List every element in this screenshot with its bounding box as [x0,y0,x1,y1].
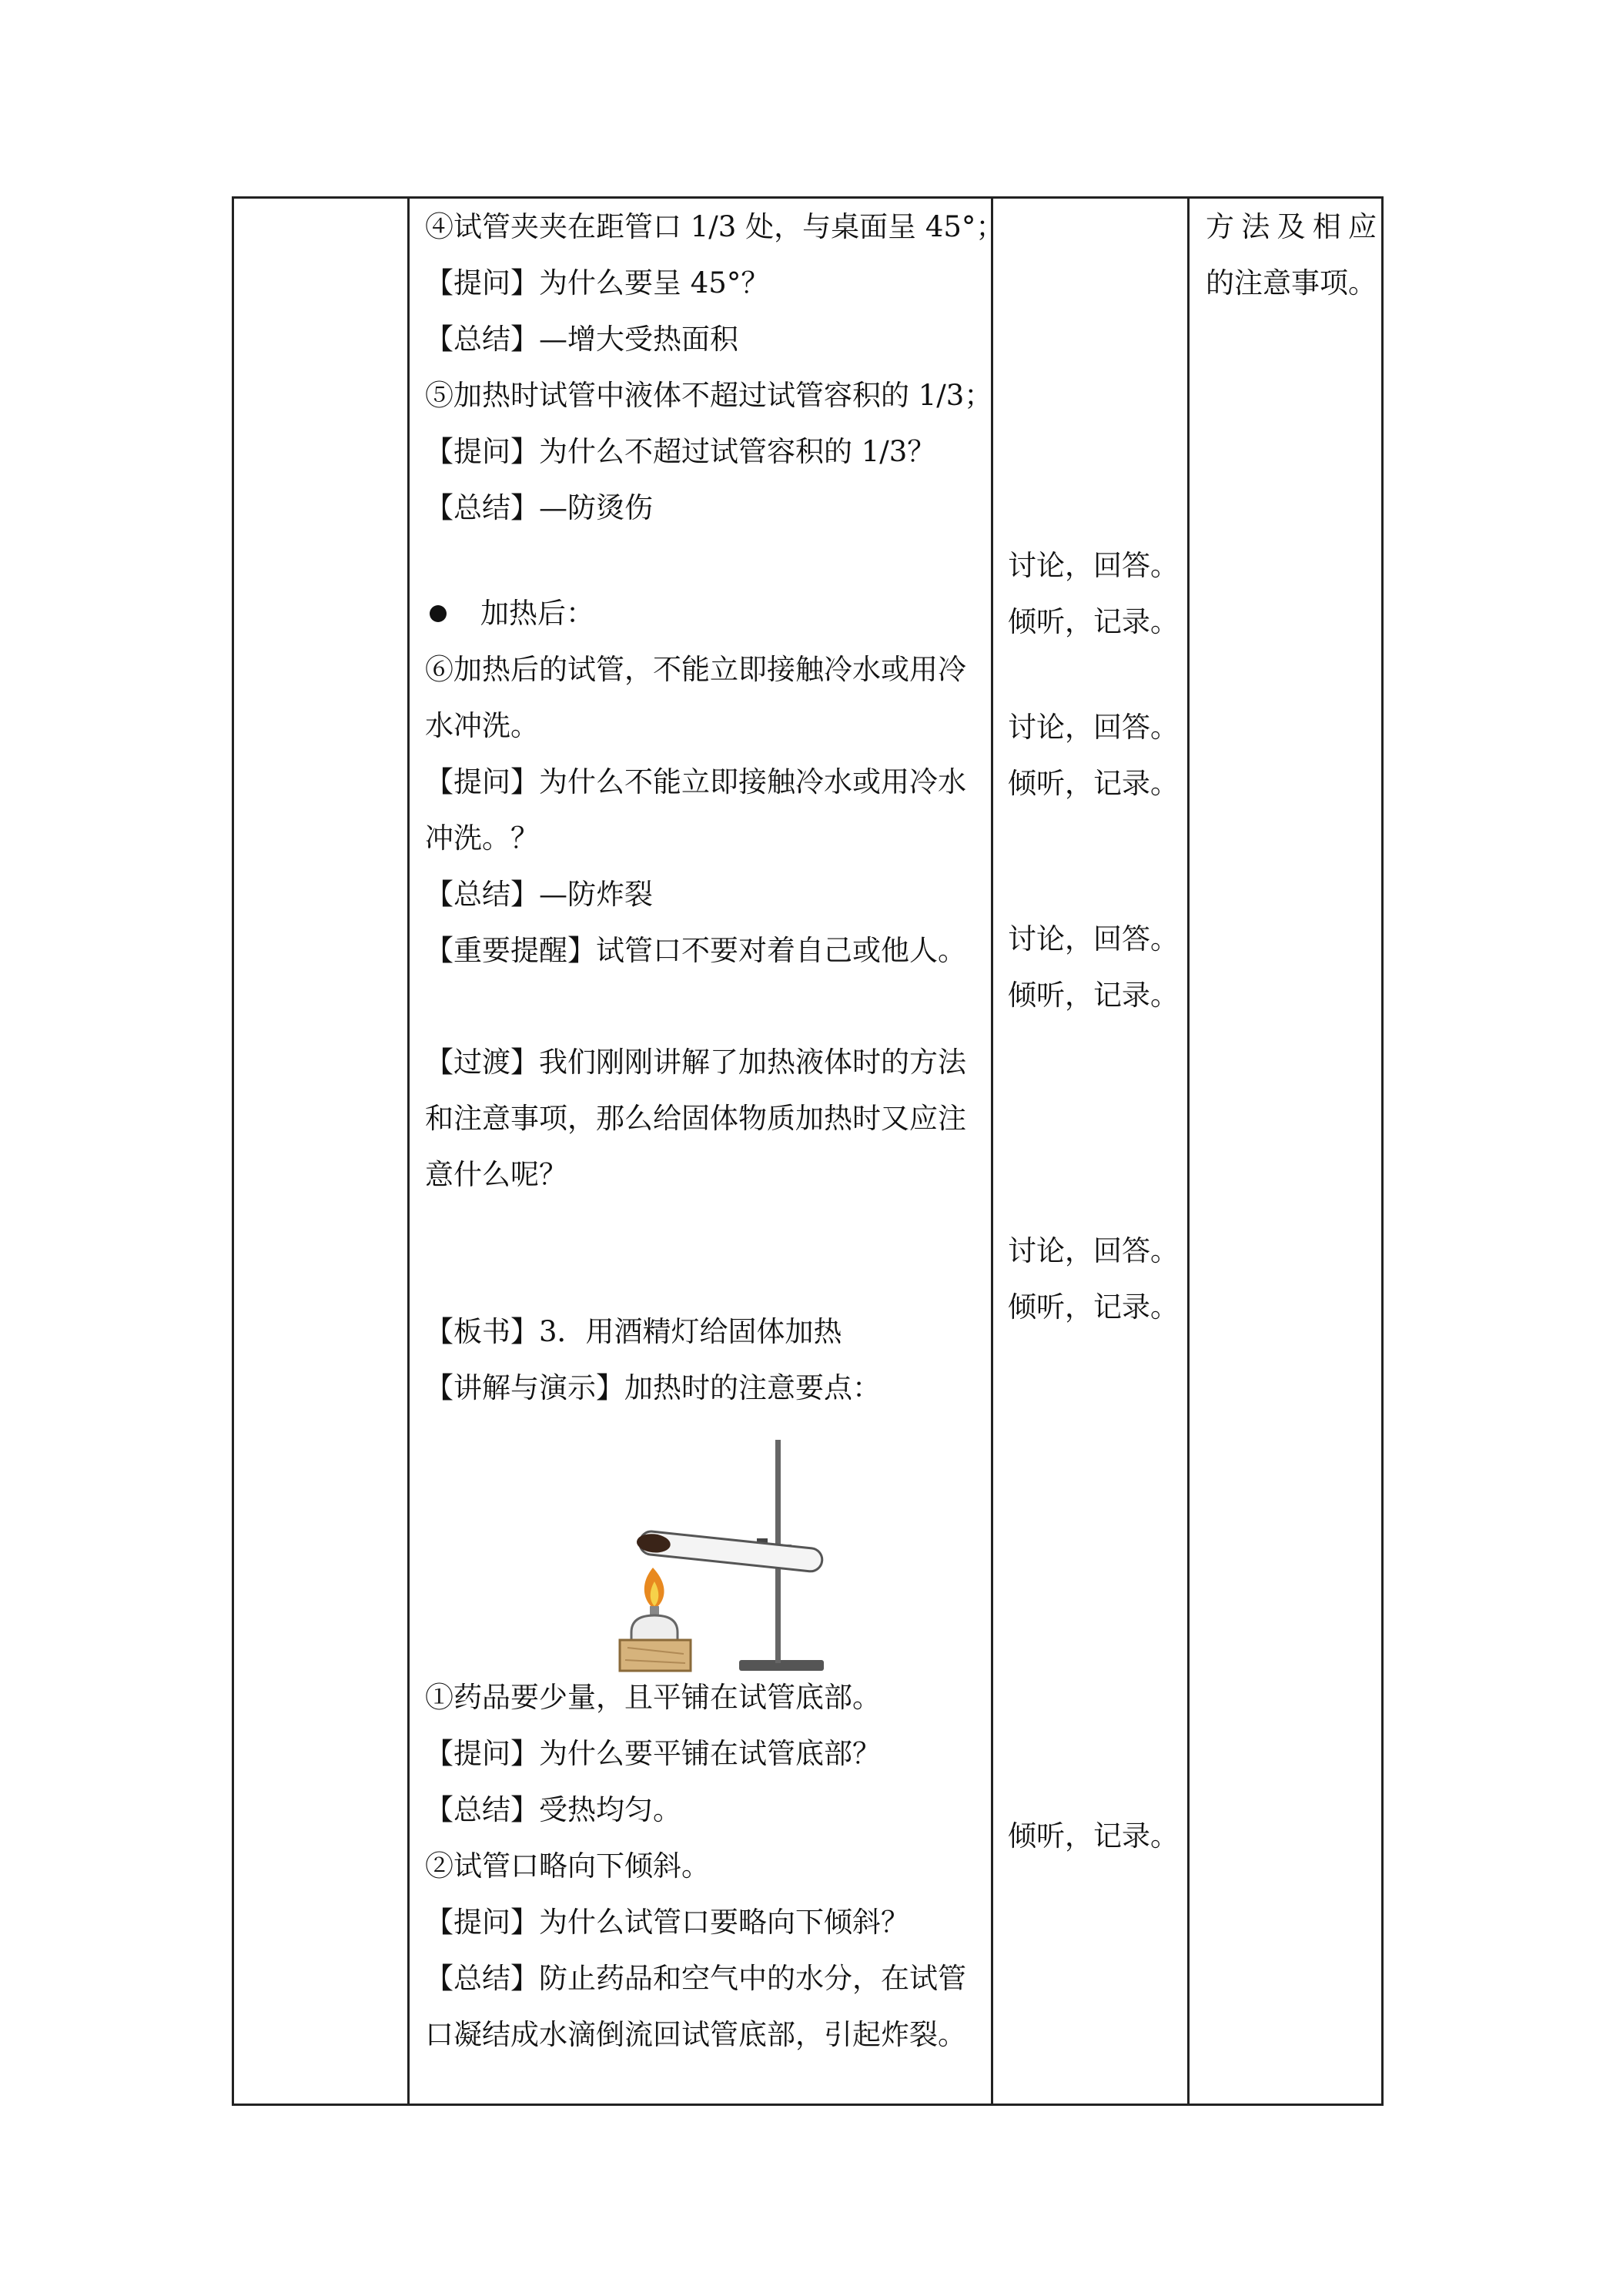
text-line: 【重要提醒】试管口不要对着自己或他人。 [425,934,966,967]
text-line: 【讲解与演示】加热时的注意要点： [425,1371,881,1404]
text-line: ⑤加热时试管中液体不超过试管容积的 1/3； [425,379,993,412]
listen-text: 倾听，记录。 [1008,1290,1179,1324]
teacher-activity-top [425,199,1005,536]
text-line: 和注意事项，那么给固体物质加热时又应注 [425,1102,966,1135]
student-response [1008,1223,1196,1335]
discuss-text: 讨论，回答。 [1008,549,1179,582]
column-divider [407,199,410,2104]
student-response [1008,537,1196,650]
alcohol-lamp [631,1615,678,1640]
text-line: ④试管夹夹在距管口 1/3 处，与桌面呈 45°； [425,210,1005,243]
text-line: 【提问】为什么不超过试管容积的 1/3？ [425,435,936,468]
student-response [1008,699,1196,812]
listen-text: 倾听，记录。 [1008,767,1179,800]
text-line: 【提问】为什么要呈 45°？ [425,266,770,300]
text-line: 水冲洗。 [425,709,539,742]
alcohol-lamp-heating-test-tube-icon [616,1431,847,1685]
text-line: 【板书】3．用酒精灯给固体加热 [425,1315,842,1348]
design-intent-line: 的注意事项。 [1206,266,1377,300]
student-response [1008,1808,1196,1864]
test-tube [635,1530,823,1572]
listen-text: 倾听，记录。 [1008,1819,1179,1853]
listen-text: 倾听，记录。 [1008,605,1179,638]
lesson-table [232,196,1384,2106]
text-line: 【提问】为什么不能立即接触冷水或用冷水 [425,765,966,798]
text-line: 【过渡】我们刚刚讲解了加热液体时的方法 [425,1046,966,1079]
transition-paragraph [425,1034,995,1203]
text-line: ①药品要少量，且平铺在试管底部。 [425,1681,881,1714]
design-intent-line: 方法及相应 [1206,210,1381,243]
text-line: 【总结】—防烫伤 [425,491,653,524]
text-line: ②试管口略向下倾斜。 [425,1849,710,1883]
after-heating-heading [425,585,995,641]
wooden-block [620,1640,691,1671]
discuss-text: 讨论，回答。 [1008,922,1179,956]
after-heating-label: 加热后： [480,597,594,630]
text-line: 【提问】为什么要平铺在试管底部？ [425,1737,881,1770]
teacher-activity-bottom [425,1669,995,2063]
bullet-icon [430,605,447,622]
text-line: 口凝结成水滴倒流回试管底部，引起炸裂。 [425,2018,966,2051]
discuss-text: 讨论，回答。 [1008,711,1179,744]
text-line: ⑥加热后的试管，不能立即接触冷水或用冷 [425,653,966,686]
text-line: 冲洗。？ [425,822,539,855]
text-line: 【提问】为什么试管口要略向下倾斜？ [425,1906,909,1939]
listen-text: 倾听，记录。 [1008,979,1179,1012]
student-response [1008,911,1196,1023]
text-line: 【总结】防止药品和空气中的水分，在试管 [425,1962,966,1995]
text-line: 【总结】—防炸裂 [425,878,653,911]
discuss-text: 讨论，回答。 [1008,1234,1179,1267]
design-intent [1206,199,1381,311]
text-line: 【总结】受热均匀。 [425,1793,681,1826]
board-section [425,1304,995,1416]
teacher-activity-mid [425,641,995,979]
text-line: 意什么呢？ [425,1158,567,1191]
text-line: 【总结】—增大受热面积 [425,323,738,356]
